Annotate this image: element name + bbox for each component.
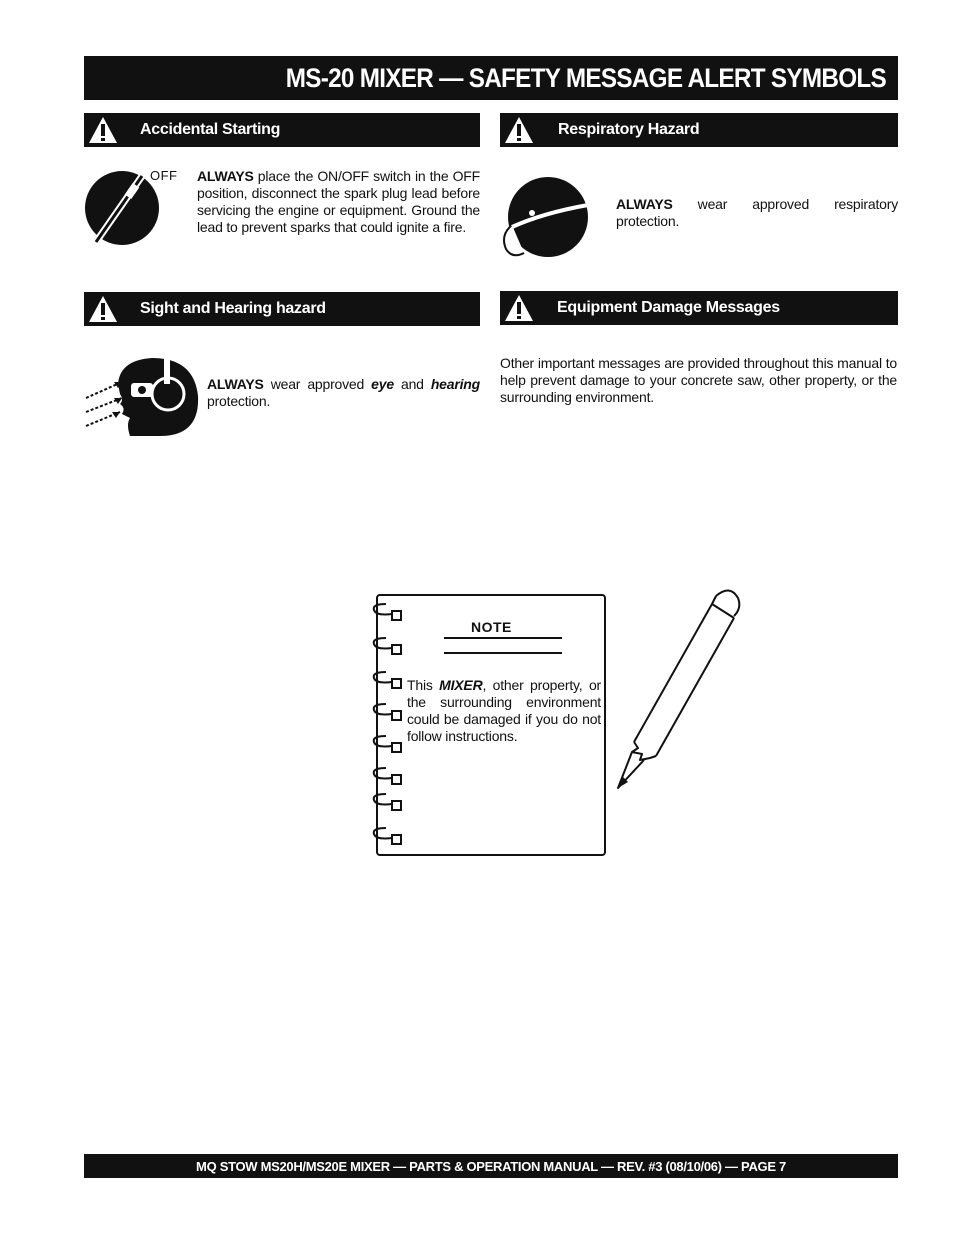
- text-fragment: protection.: [207, 393, 271, 409]
- switch-off-label: OFF: [150, 168, 178, 183]
- eye-emphasis: eye: [371, 376, 394, 392]
- warning-triangle-icon: [504, 294, 534, 322]
- section-heading: Sight and Hearing hazard: [140, 300, 326, 317]
- section-header-respiratory-hazard: [500, 113, 898, 147]
- warning-triangle-icon: [504, 116, 534, 144]
- section-header-sight-hearing: [84, 292, 480, 326]
- note-underline: [444, 637, 562, 639]
- page-title: MS-20 MIXER — SAFETY MESSAGE ALERT SYMBOLS: [285, 62, 886, 93]
- hearing-emphasis: hearing: [430, 376, 480, 392]
- always-emphasis: ALWAYS: [197, 168, 254, 184]
- section-heading: Respiratory Hazard: [558, 121, 700, 138]
- note-underline: [444, 652, 562, 654]
- section-header-accidental-starting: [84, 113, 480, 147]
- mixer-emphasis: MIXER: [439, 677, 483, 693]
- section-heading: Equipment Damage Messages: [557, 299, 780, 316]
- engine-switch-off-icon: [84, 170, 160, 246]
- note-text: [407, 677, 601, 745]
- page-title-bar: [84, 56, 898, 100]
- accidental-starting-body: place the ON/OFF switch in the OFF position, disconnect the spark plug lead before servicing the engine or equipment. Ground the lead to prevent sparks that could ignite a fire.: [197, 168, 480, 235]
- page-footer: [84, 1154, 898, 1178]
- respiratory-hazard-text: [616, 196, 898, 230]
- always-emphasis: ALWAYS: [207, 376, 264, 392]
- pencil-icon: [612, 582, 746, 794]
- text-fragment: and: [393, 376, 431, 392]
- text-fragment: This: [407, 677, 440, 693]
- footer-text: MQ STOW MS20H/MS20E MIXER — PARTS & OPERATION MANUAL — REV. #3 (08/10/06) — PAGE 7: [196, 1158, 786, 1174]
- eye-ear-protection-icon: [82, 354, 202, 438]
- respiratory-hazard-body: wear approved respiratory protection.: [616, 196, 898, 229]
- equipment-damage-text: Other important messages are provided throughout this manual to help prevent damage to your concrete saw, other property, or the surrounding environment.: [500, 355, 897, 405]
- sight-hearing-text: [207, 376, 480, 410]
- text-fragment: , other property, or the surrounding environment could be damaged if you do not follow instructions.: [407, 677, 601, 744]
- respirator-mask-icon: [498, 177, 590, 261]
- section-header-equipment-damage: [500, 291, 898, 325]
- warning-triangle-icon: [88, 116, 118, 144]
- accidental-starting-text: [197, 168, 480, 236]
- section-heading: Accidental Starting: [140, 121, 281, 138]
- notebook-spiral-binding: [368, 598, 408, 854]
- warning-triangle-icon: [88, 295, 118, 323]
- text-fragment: wear approved: [263, 376, 372, 392]
- always-emphasis: ALWAYS: [616, 196, 673, 212]
- note-title: NOTE: [471, 619, 512, 635]
